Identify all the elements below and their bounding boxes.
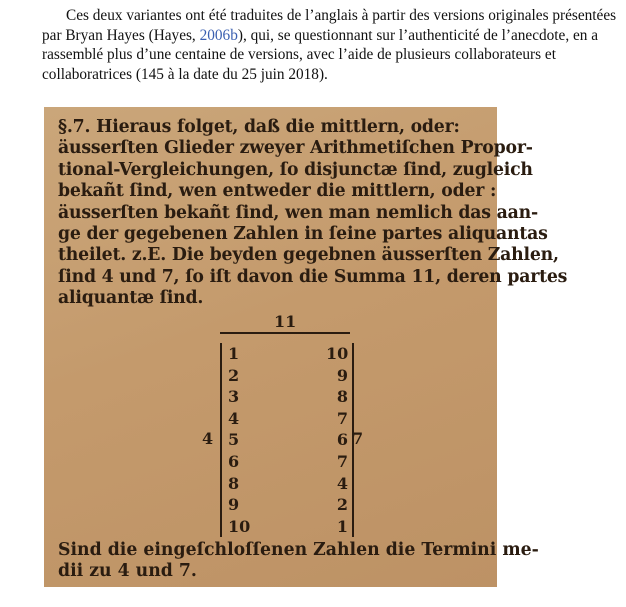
right-cell: 10 — [326, 344, 349, 363]
right-marker: 7 — [352, 429, 364, 448]
left-cell: 10 — [228, 516, 251, 536]
scan-line: äusserſten Glieder zweyer Arithmetiſchen Propor- — [58, 138, 533, 159]
scan-tail-line: dii zu 4 und 7. — [58, 561, 197, 582]
right-cell: 9 — [336, 365, 348, 385]
left-cell: 6 — [228, 451, 240, 471]
table-header-number: 11 — [274, 312, 297, 331]
left-cell: 8 — [228, 473, 240, 493]
citation-link[interactable]: 2006b — [199, 26, 238, 44]
scan-line: aliquantæ ſind. — [58, 288, 204, 309]
left-cell: 5 — [228, 430, 240, 450]
intro-text-before: Ces deux variantes ont été traduites de l’anglais à partir des versions originales présentées par Bryan Hayes (Hayes, — [42, 7, 617, 44]
scan-tail-line: Sind die eingeſchloſſenen Zahlen die Termini me- — [58, 540, 539, 560]
right-cell: 7 — [336, 408, 348, 428]
scan-line: §.7. Hieraus folget, daß die mittlern, oder: — [58, 117, 460, 137]
scan-line: äusserſten bekañt ſind, wen man nemlich das aan- — [58, 202, 538, 223]
right-cell: 1 — [336, 516, 348, 536]
scan-text-block — [58, 117, 568, 310]
right-cell: 4 — [336, 473, 348, 493]
right-cell: 2 — [336, 495, 348, 515]
scan-line: ge der gegebenen Zahlen in ſeine partes aliquantas — [58, 223, 548, 244]
left-marker: 4 — [202, 429, 214, 448]
scan-line: ſind 4 und 7, ſo iſt davon die Summa 11, deren partes — [58, 266, 568, 287]
scanned-page-image — [44, 107, 568, 587]
left-cell: 2 — [228, 365, 240, 385]
left-cell: 9 — [228, 495, 240, 515]
scan-line: bekañt ſind, wen entweder die mittlern, oder : — [58, 181, 497, 202]
table-rule — [220, 332, 350, 334]
right-cell: 6 — [336, 430, 348, 450]
scan-line: theilet. z.E. Die beyden gegebnen äusserſten Zahlen, — [58, 245, 559, 266]
right-cell: 8 — [336, 387, 348, 407]
left-number-column — [220, 343, 250, 537]
left-cell: 4 — [228, 408, 240, 428]
left-cell: 1 — [228, 344, 240, 363]
right-number-column — [326, 343, 354, 537]
intro-text-after: ), qui, se questionnant sur l’authenticité de l’anecdote, en a rassemblé plus d’une centaine de versions, avec l’aide de plusieurs collaborateurs et collaboratrices (145 à la date du 25 juin 2018). — [42, 26, 599, 83]
left-cell: 3 — [228, 387, 240, 407]
right-cell: 7 — [336, 451, 348, 471]
scan-line: tional-Vergleichungen, ſo disjunctæ ſind, zugleich — [58, 159, 533, 180]
scan-tail-block — [58, 540, 539, 583]
intro-paragraph — [42, 6, 620, 84]
